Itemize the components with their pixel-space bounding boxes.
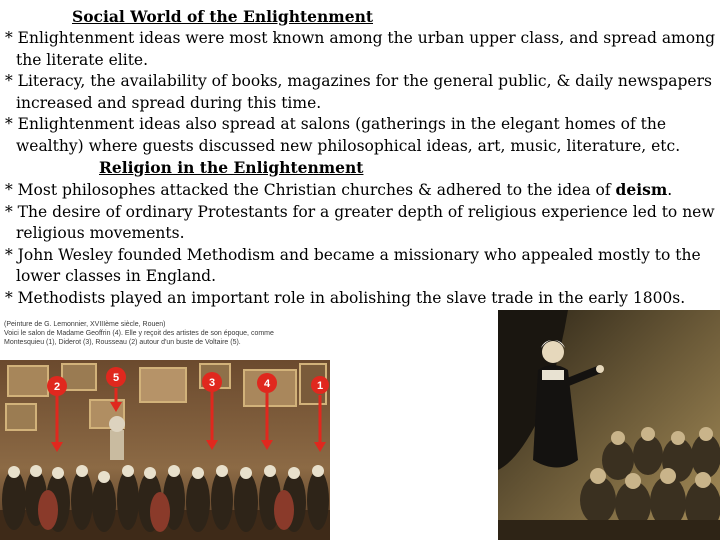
heading-social-world: Social World of the Enlightenment <box>72 7 373 26</box>
bullet-item: * Enlightenment ideas were most known among the urban upper class, and spread among the literate elite. <box>5 29 715 69</box>
bullet-item: * Enlightenment ideas also spread at salons (gatherings in the elegant homes of the wealthy) where guests discussed new philosophical ideas, art, music, literature, etc. <box>5 115 681 155</box>
svg-text:5: 5 <box>112 372 120 384</box>
wesley-preaching-image <box>498 310 720 540</box>
bullet-item: * The desire of ordinary Protestants for a greater depth of religious experience led to new religious movements. <box>5 202 715 242</box>
section1-bullets <box>5 28 717 157</box>
bullet-item: * Methodists played an important role in abolishing the slave trade in the early 1800s. <box>5 288 686 307</box>
bullet-item: * Literacy, the availability of books, magazines for the general public, & daily newspapers increased and spread during this time. <box>5 72 712 112</box>
salon-painting-figure <box>0 318 330 540</box>
svg-text:1: 1 <box>316 380 324 392</box>
bullet-item: * John Wesley founded Methodism and became a missionary who appealed mostly to the lower classes in England. <box>5 245 701 285</box>
section2-bullets <box>5 179 717 309</box>
svg-text:2: 2 <box>53 381 61 393</box>
heading-religion: Religion in the Enlightenment <box>99 158 364 177</box>
keyword-deism: deism <box>615 180 668 199</box>
salon-painting-image <box>0 360 330 540</box>
svg-text:4: 4 <box>263 378 271 390</box>
bullet-item: * Most philosophes attacked the Christian churches & adhered to the idea of deism. <box>5 180 673 199</box>
salon-caption: (Peinture de G. Lemonnier, XVIIIème siècle, Rouen) Voici le salon de Madame Geoffrin (4). Elle y reçoit des artistes de son époque, comme Montesquieu (1), Diderot (3), Rousseau (2) autour d'un buste de Voltaire (5). <box>4 321 274 346</box>
svg-text:3: 3 <box>208 377 216 389</box>
